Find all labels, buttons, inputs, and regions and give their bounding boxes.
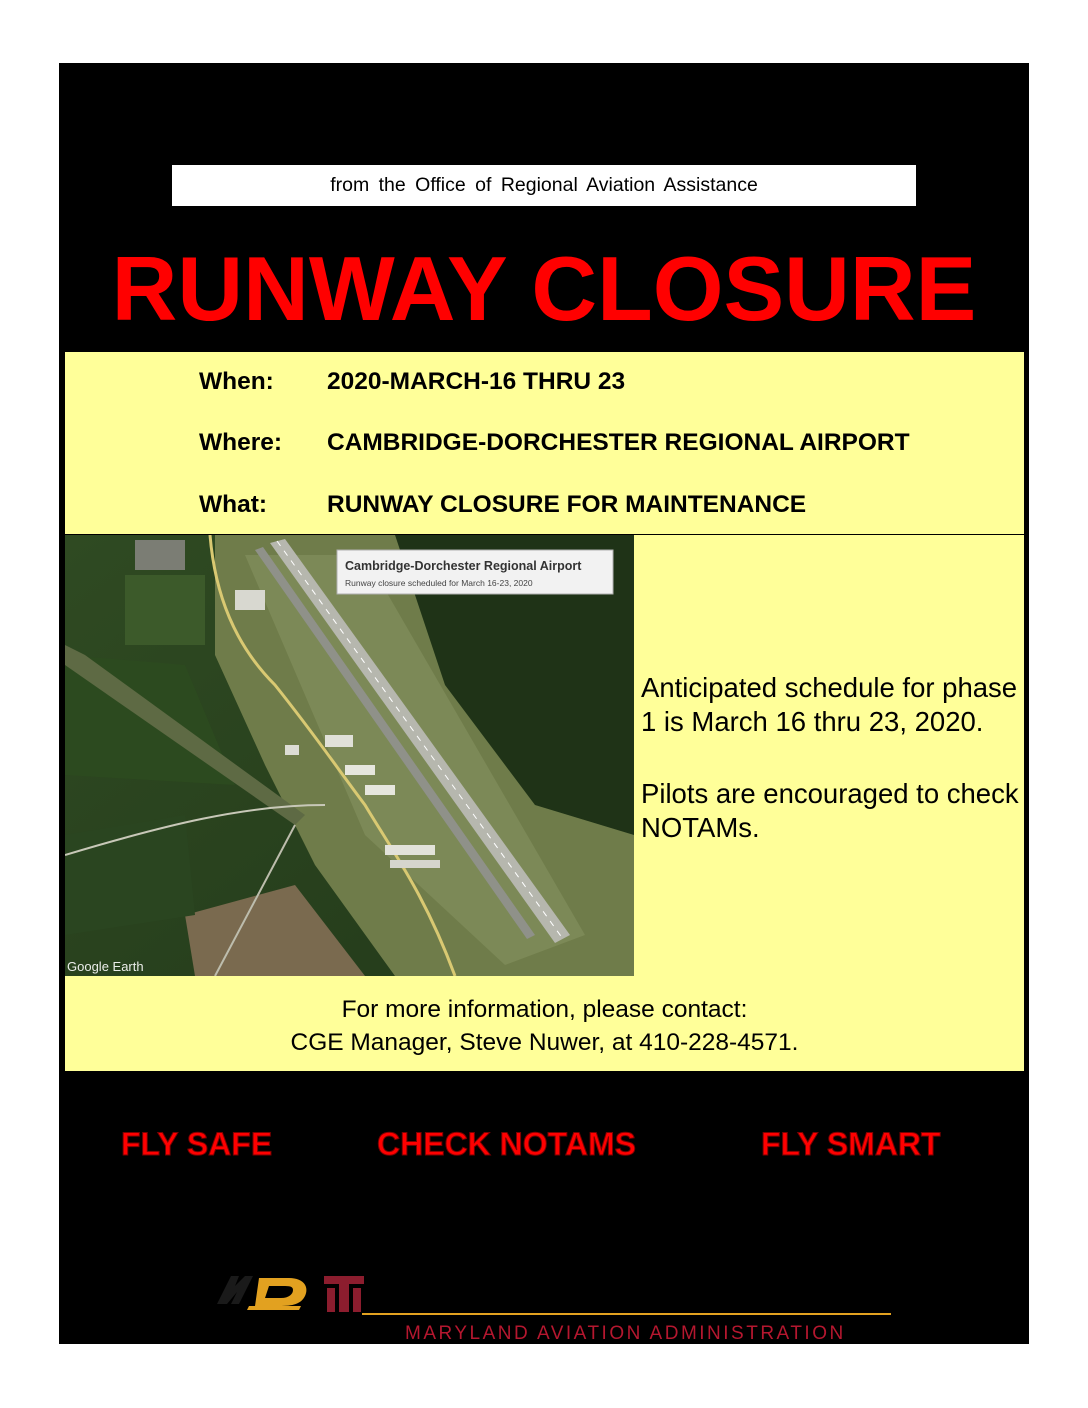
airport-aerial-image (65, 535, 634, 976)
page-title: RUNWAY CLOSURE (111, 239, 977, 340)
when-row (199, 368, 625, 396)
where-value: CAMBRIDGE-DORCHESTER REGIONAL AIRPORT (327, 429, 910, 456)
what-label: What: (199, 491, 268, 518)
schedule-text (641, 671, 1021, 883)
google-earth-watermark: Google Earth (67, 959, 144, 974)
contact-line-1: For more information, please contact: (341, 996, 748, 1023)
slogan-check-notams: CHECK NOTAMS (377, 1126, 636, 1162)
where-row (199, 429, 910, 457)
schedule-panel (65, 535, 1024, 1071)
footer-divider (362, 1313, 891, 1315)
maa-logo-icon (209, 1268, 409, 1318)
what-value: RUNWAY CLOSURE FOR MAINTENANCE (327, 491, 807, 518)
where-label: Where: (199, 429, 283, 456)
notam-paragraph: Pilots are encouraged to check NOTAMs. (641, 778, 1019, 843)
what-row (199, 491, 806, 519)
administration-name: MARYLAND AVIATION ADMINISTRATION (405, 1323, 846, 1344)
department-name: MARYLAND DEPARTMENT OF TRANSPORTATION (413, 1274, 1007, 1301)
contact-line-2: CGE Manager, Steve Nuwer, at 410-228-4571. (290, 1029, 799, 1056)
slogan-fly-safe: FLY SAFE (121, 1126, 273, 1162)
slogans (59, 1126, 1029, 1166)
office-banner: from the Office of Regional Aviation Assistance (172, 165, 916, 206)
slogan-fly-smart: FLY SMART (761, 1126, 941, 1162)
schedule-paragraph: Anticipated schedule for phase 1 is March 16 thru 23, 2020. (641, 672, 1018, 737)
details-panel (65, 352, 1024, 535)
when-value: 2020-MARCH-16 THRU 23 (327, 368, 626, 395)
callout-subtitle: Runway closure scheduled for March 16-23, 2020 (345, 578, 533, 588)
contact-info (65, 993, 1024, 1059)
when-label: When: (199, 368, 274, 395)
callout-title: Cambridge-Dorchester Regional Airport (345, 559, 582, 573)
poster (59, 63, 1029, 1344)
footer-logos (209, 1268, 1007, 1348)
